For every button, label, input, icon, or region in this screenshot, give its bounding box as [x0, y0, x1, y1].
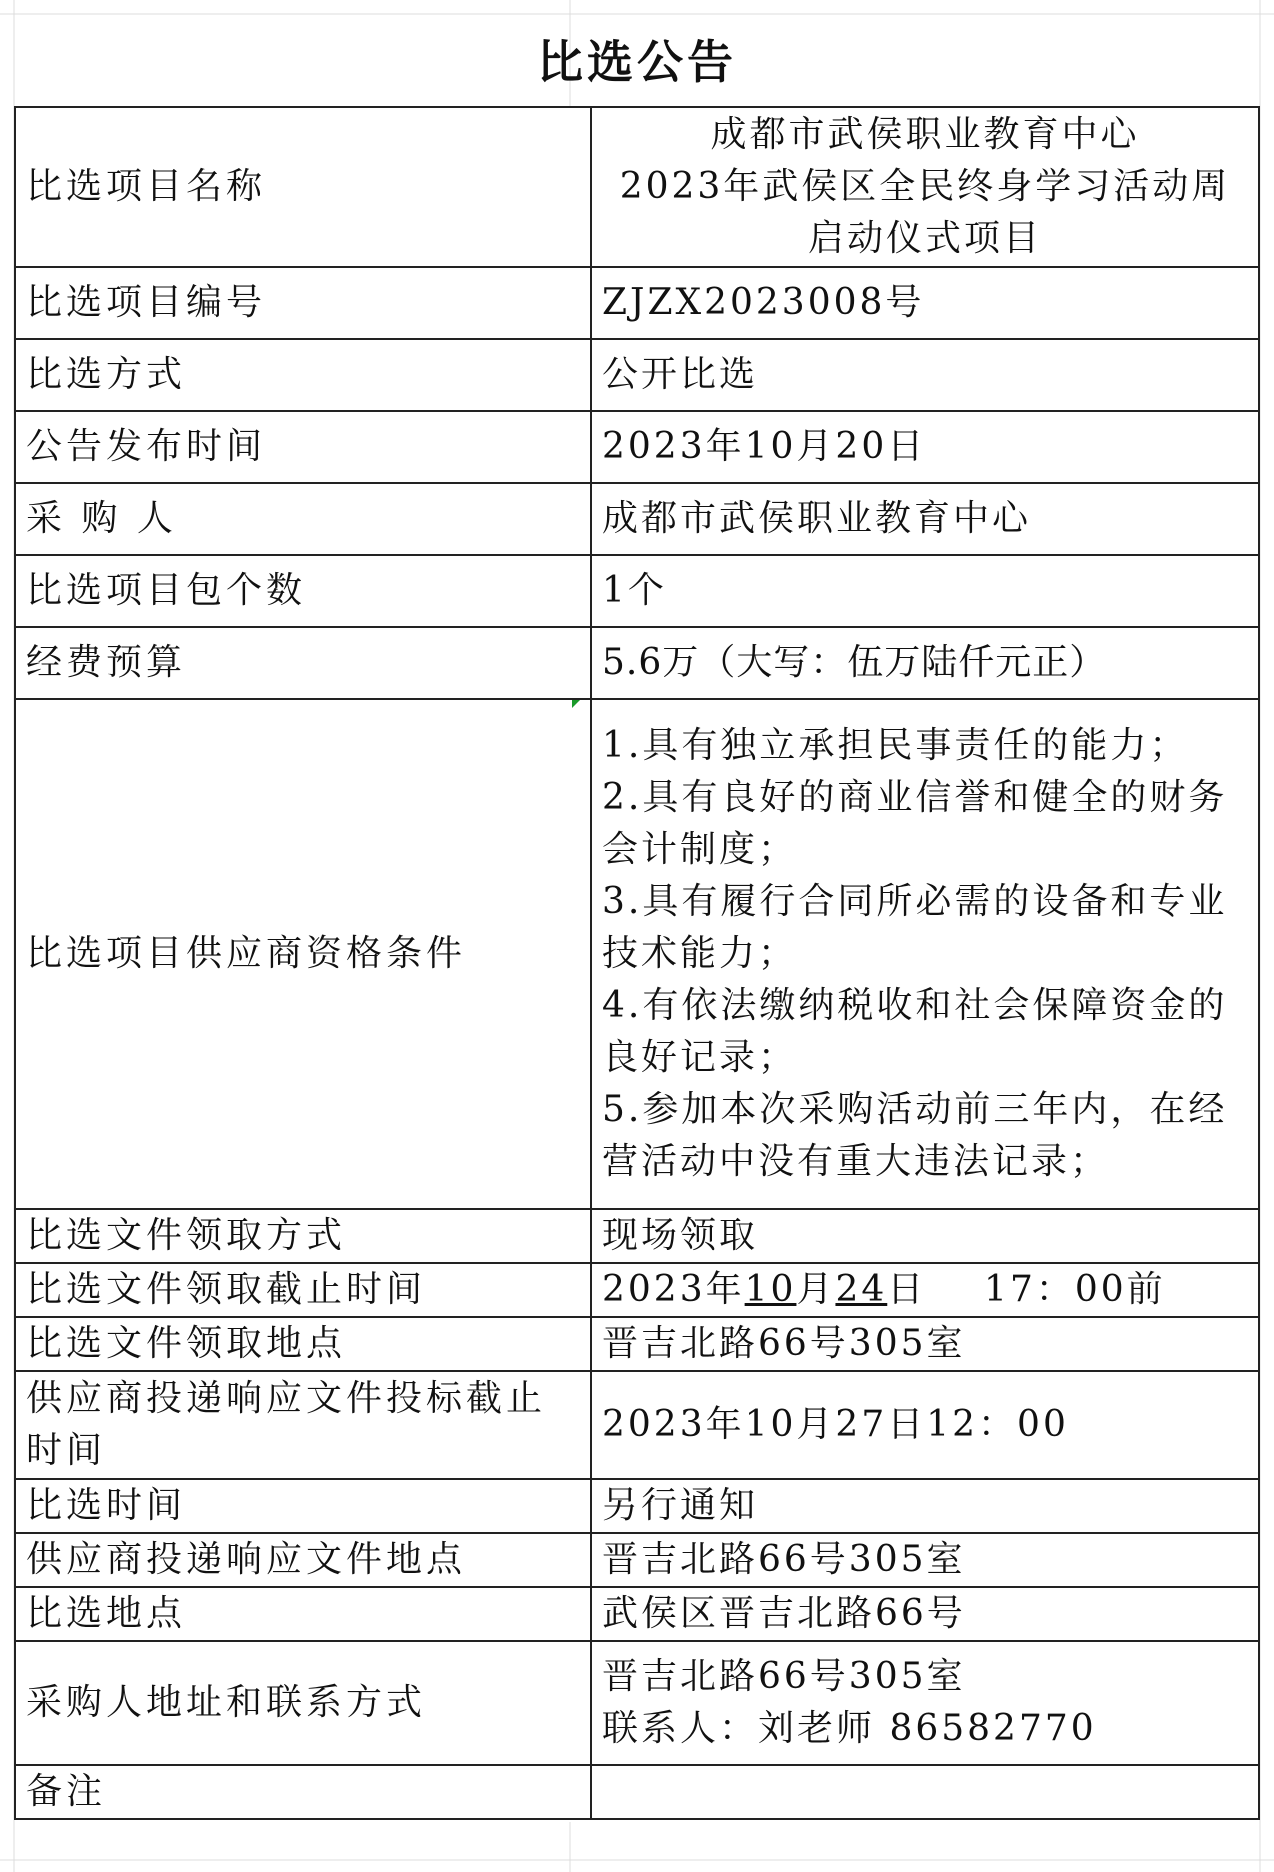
row-label: 比选项目供应商资格条件 [15, 699, 591, 1209]
table-row [15, 1263, 1259, 1317]
value-line: 晋吉北路66号305室 [602, 1656, 966, 1697]
row-label: 比选方式 [15, 339, 591, 411]
row-label: 供应商投递响应文件投标截止时间 [15, 1371, 591, 1479]
table-row [15, 411, 1259, 483]
row-label: 比选地点 [15, 1587, 591, 1641]
row-label: 比选文件领取截止时间 [15, 1263, 591, 1317]
qualification-item: 2.具有良好的商业信誉和健全的财务会计制度； [602, 777, 1228, 870]
table-row [15, 555, 1259, 627]
qualification-item: 5.参加本次采购活动前三年内，在经营活动中没有重大违法记录； [602, 1089, 1228, 1182]
row-label: 采 购 人 [15, 483, 591, 555]
row-value: 晋吉北路66号305室 [591, 1317, 1259, 1371]
row-label: 经费预算 [15, 627, 591, 699]
row-value: 武侯区晋吉北路66号 [591, 1587, 1259, 1641]
row-value: 1个 [591, 555, 1259, 627]
deadline-part: 月 [796, 1269, 836, 1310]
value-line: 启动仪式项目 [807, 218, 1042, 259]
value-line: 联系人：刘老师 86582770 [602, 1708, 1097, 1749]
table-row [15, 483, 1259, 555]
value-line: 成都市武侯职业教育中心 [710, 114, 1140, 155]
table-row [15, 1479, 1259, 1533]
row-value: 2023年10月27日12：00 [591, 1371, 1259, 1479]
row-label: 采购人地址和联系方式 [15, 1641, 591, 1765]
table-row [15, 1209, 1259, 1263]
row-value [591, 1263, 1259, 1317]
row-value: ZJZX2023008号 [591, 267, 1259, 339]
cell-comment-marker [572, 700, 580, 708]
table-row [15, 339, 1259, 411]
row-value: 成都市武侯职业教育中心 [591, 483, 1259, 555]
deadline-part: 2023年 [602, 1269, 745, 1310]
deadline-month: 10 [744, 1269, 797, 1310]
row-value [591, 699, 1259, 1209]
row-value [591, 1765, 1259, 1819]
table-row [15, 1533, 1259, 1587]
qualification-item: 4.有依法缴纳税收和社会保障资金的良好记录； [602, 985, 1228, 1078]
table-row [15, 1317, 1259, 1371]
row-label: 比选项目名称 [15, 107, 591, 267]
row-value: 现场领取 [591, 1209, 1259, 1263]
row-label: 比选时间 [15, 1479, 591, 1533]
row-value: 2023年10月20日 [591, 411, 1259, 483]
table-row [15, 267, 1259, 339]
row-label: 比选文件领取方式 [15, 1209, 591, 1263]
row-label: 比选项目编号 [15, 267, 591, 339]
row-value [591, 107, 1259, 267]
row-label: 供应商投递响应文件地点 [15, 1533, 591, 1587]
table-row [15, 1371, 1259, 1479]
row-label: 备注 [15, 1765, 591, 1819]
notice-table [14, 106, 1260, 1820]
table-row [15, 699, 1259, 1209]
table-row [15, 1641, 1259, 1765]
deadline-day: 24 [835, 1269, 888, 1310]
row-value: 5.6万（大写：伍万陆仟元正） [591, 627, 1259, 699]
row-value: 公开比选 [591, 339, 1259, 411]
row-value: 另行通知 [591, 1479, 1259, 1533]
table-row [15, 627, 1259, 699]
page-title: 比选公告 [537, 35, 737, 89]
table-row [15, 1765, 1259, 1819]
deadline-part: 日 17：00前 [887, 1269, 1166, 1310]
row-value: 晋吉北路66号305室 [591, 1533, 1259, 1587]
row-label: 公告发布时间 [15, 411, 591, 483]
qualification-item: 3.具有履行合同所必需的设备和专业技术能力； [602, 881, 1228, 974]
row-label: 比选项目包个数 [15, 555, 591, 627]
row-value [591, 1641, 1259, 1765]
row-label: 比选文件领取地点 [15, 1317, 591, 1371]
qualification-item: 1.具有独立承担民事责任的能力； [602, 725, 1189, 766]
table-row [15, 1587, 1259, 1641]
value-line: 2023年武侯区全民终身学习活动周 [619, 166, 1231, 207]
table-row [15, 107, 1259, 267]
